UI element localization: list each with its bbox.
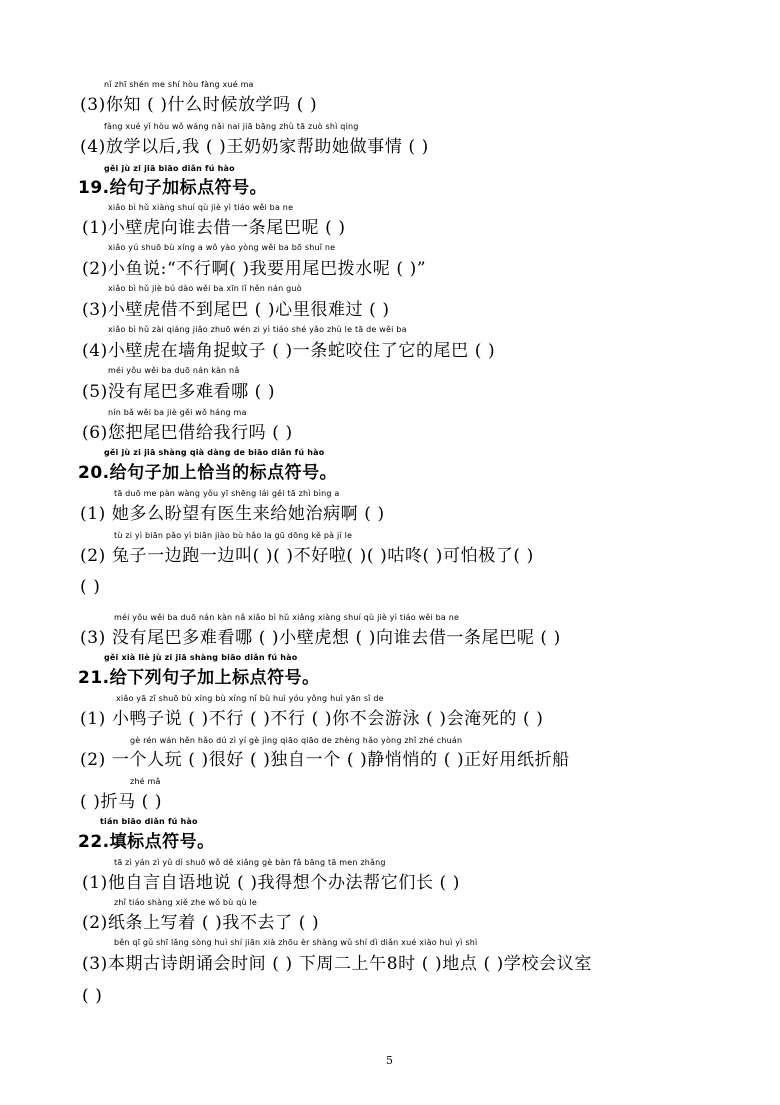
pinyin-line: tā zì yán zì yǔ dì shuō wǒ dě xiǎng gè bàn fǎ bāng tā men zhǎng bbox=[114, 858, 386, 867]
q19-heading: 19.给句子加标点符号。 bbox=[78, 178, 268, 198]
q20-item-1: (1) 她多么盼望有医生来给她治病啊 ( ) bbox=[80, 504, 385, 524]
q21-item-2: (2) 一个人玩 ( )很好 ( )独自一个 ( )静悄悄的 ( )正好用纸折船 bbox=[80, 750, 570, 770]
q22-item-1: (1)他自言自语地说 ( )我得想个办法帮它们长 ( ) bbox=[82, 873, 461, 893]
q19-item-4: (4)小壁虎在墙角捉蚊子 ( )一条蛇咬住了它的尾巴 ( ) bbox=[82, 341, 496, 361]
page-number: 5 bbox=[386, 1054, 393, 1067]
q21-heading: 21.给下列句子加上标点符号。 bbox=[78, 668, 320, 688]
q20-item-2: (2) 兔子一边跑一边叫( )( )不好啦( )( )咕咚( )可怕极了( ) bbox=[80, 546, 534, 566]
pinyin-line: xiǎo bì hǔ zài qiáng jiǎo zhuō wén zi yì tiáo shé yǎo zhù le tā de wěi ba bbox=[108, 325, 407, 334]
q20-item-3: (3) 没有尾巴多难看哪 ( )小壁虎想 ( )向谁去借一条尾巴呢 ( ) bbox=[80, 628, 561, 648]
q18-item-3: (3)你知 ( )什么时候放学吗 ( ) bbox=[80, 95, 318, 115]
q22-item-2: (2)纸条上写着 ( )我不去了 ( ) bbox=[82, 913, 320, 933]
q22-item-3-continued: ( ) bbox=[82, 986, 103, 1006]
q18-item-4: (4)放学以后,我 ( )王奶奶家帮助她做事情 ( ) bbox=[80, 137, 429, 157]
q19-item-6: (6)您把尾巴借给我行吗 ( ) bbox=[82, 423, 293, 443]
pinyin-line: fàng xué yǐ hòu wǒ wáng nǎi nai jiā bāng zhù tā zuò shì qing bbox=[104, 122, 359, 131]
pinyin-line: zhé mǎ bbox=[130, 777, 161, 786]
pinyin-line: xiǎo bì hǔ jiè bú dào wěi ba xīn lǐ hěn nán guò bbox=[108, 284, 302, 293]
pinyin-line: méi yǒu wěi ba duō nán kàn nǎ xiǎo bì hǔ xiǎng xiàng shuí qù jiè yì tiáo wěi ba ne bbox=[114, 613, 460, 622]
q19-item-2: (2)小鱼说:“不行啊( )我要用尾巴拨水呢 ( )” bbox=[82, 259, 427, 279]
pinyin-line: nín bǎ wěi ba jiè gěi wǒ háng ma bbox=[108, 408, 247, 417]
heading-pinyin: tián biāo diǎn fú hào bbox=[100, 817, 198, 826]
q20-item-2-continued: ( ) bbox=[80, 577, 101, 597]
pinyin-line: méi yǒu wěi ba duō nán kàn nǎ bbox=[108, 366, 240, 375]
q19-item-3: (3)小壁虎借不到尾巴 ( )心里很难过 ( ) bbox=[82, 300, 390, 320]
heading-pinyin: gěi jù zi jiā shàng qià dàng de biāo diǎn fú hào bbox=[104, 448, 325, 457]
pinyin-line: gè rén wán hěn hǎo dú zì yí gè jìng qiāo qiāo de zhèng hǎo yòng zhǐ zhé chuán bbox=[130, 736, 463, 745]
q22-item-3: (3)本期古诗朗诵会时间 ( ) 下周二上午8时 ( )地点 ( )学校会议室 bbox=[82, 954, 592, 974]
pinyin-line: běn qī gǔ shī lǎng sòng huì shí jiān xià zhōu èr shàng wǔ shí dì diǎn xué xiào huì yì shì bbox=[114, 938, 478, 947]
pinyin-line: xiǎo yú shuō bù xíng a wǒ yào yòng wěi ba bō shuǐ ne bbox=[108, 243, 336, 252]
pinyin-line: zhǐ tiáo shàng xiě zhe wǒ bù qù le bbox=[114, 898, 258, 907]
q20-heading: 20.给句子加上恰当的标点符号。 bbox=[78, 463, 338, 483]
q21-item-1: (1) 小鸭子说 ( )不行 ( )不行 ( )你不会游泳 ( )会淹死的 ( ) bbox=[80, 709, 544, 729]
pinyin-line: nǐ zhī shén me shí hòu fàng xué ma bbox=[104, 80, 254, 89]
heading-pinyin: gěi jù zi jiā biāo diǎn fú hào bbox=[104, 164, 235, 173]
heading-pinyin: gěi xià liè jù zi jiā shàng biāo diǎn fú hào bbox=[104, 653, 298, 662]
pinyin-line: tā duō me pàn wàng yǒu yī shēng lái gěi tā zhì bìng a bbox=[114, 489, 340, 498]
q21-item-2-continued: ( )折马 ( ) bbox=[80, 792, 163, 812]
q19-item-5: (5)没有尾巴多难看哪 ( ) bbox=[82, 382, 276, 402]
pinyin-line: tù zi yì biān pǎo yì biān jiào bù hǎo la gū dōng kě pà jí le bbox=[114, 531, 353, 540]
pinyin-line: xiǎo yā zǐ shuō bù xíng bù xíng nǐ bù huì yóu yǒng huì yān sǐ de bbox=[116, 694, 384, 703]
q22-heading: 22.填标点符号。 bbox=[78, 832, 215, 852]
q19-item-1: (1)小壁虎向谁去借一条尾巴呢 ( ) bbox=[82, 218, 346, 238]
pinyin-line: xiǎo bì hǔ xiàng shuí qù jiè yì tiáo wěi ba ne bbox=[108, 203, 294, 212]
